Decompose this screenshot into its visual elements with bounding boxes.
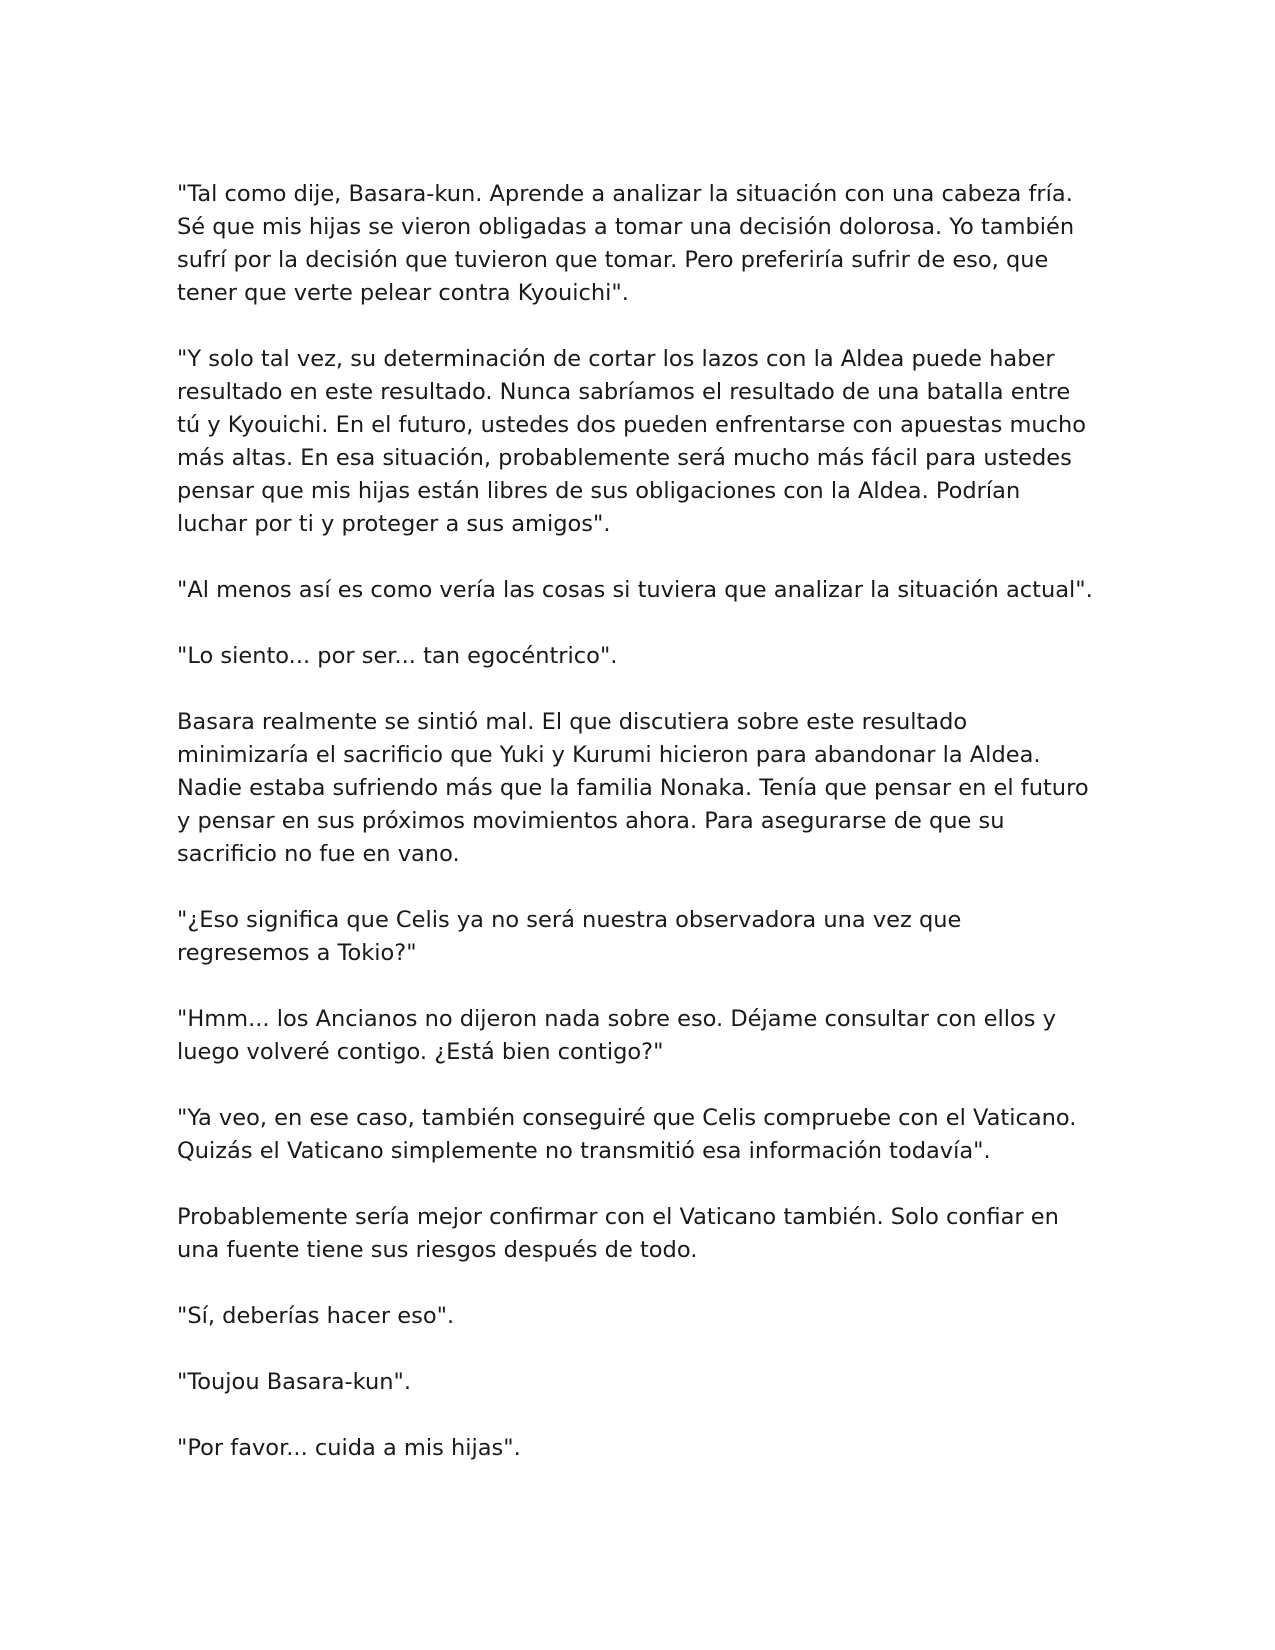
paragraph-6: "¿Eso significa que Celis ya no será nuestra observadora una vez que regresemos a Tokio?" <box>177 907 962 966</box>
paragraph-3: "Al menos así es como vería las cosas si tuviera que analizar la situación actual". <box>177 577 1093 603</box>
paragraph-11: "Toujou Basara-kun". <box>177 1369 411 1395</box>
paragraph-8: "Ya veo, en ese caso, también conseguiré que Celis compruebe con el Vaticano. Quizás el Vaticano simplemente no transmitió esa información todavía". <box>177 1105 1077 1164</box>
paragraph-1: "Tal como dije, Basara-kun. Aprende a analizar la situación con una cabeza fría. Sé que mis hijas se vieron obligadas a tomar una decisión dolorosa. Yo también sufrí por la decisión que tuvieron que tomar. Pero preferiría sufrir de eso, que tener que verte pelear contra Kyouichi". <box>177 181 1075 306</box>
body-text <box>177 178 1097 1465</box>
paragraph-7: "Hmm... los Ancianos no dijeron nada sobre eso. Déjame consultar con ellos y luego volveré contigo. ¿Está bien contigo?" <box>177 1006 1056 1065</box>
paragraph-12: "Por favor... cuida a mis hijas". <box>177 1435 521 1461</box>
paragraph-5: Basara realmente se sintió mal. El que discutiera sobre este resultado minimizaría el sacrificio que Yuki y Kurumi hicieron para abandonar la Aldea. Nadie estaba sufriendo más que la familia Nonaka. Tenía que pensar en el futuro y pensar en sus próximos movimientos ahora. Para asegurarse de que su sacrificio no fue en vano. <box>177 709 1089 867</box>
paragraph-9: Probablemente sería mejor confirmar con el Vaticano también. Solo confiar en una fuente tiene sus riesgos después de todo. <box>177 1204 1059 1263</box>
paragraph-4: "Lo siento... por ser... tan egocéntrico". <box>177 643 618 669</box>
paragraph-2: "Y solo tal vez, su determinación de cortar los lazos con la Aldea puede haber resultado en este resultado. Nunca sabríamos el resultado de una batalla entre tú y Kyouichi. En el futuro, ustedes dos pueden enfrentarse con apuestas mucho más altas. En esa situación, probablemente será mucho más fácil para ustedes pensar que mis hijas están libres de sus obligaciones con la Aldea. Podrían luchar por ti y proteger a sus amigos". <box>177 346 1087 537</box>
paragraph-10: "Sí, deberías hacer eso". <box>177 1303 455 1329</box>
